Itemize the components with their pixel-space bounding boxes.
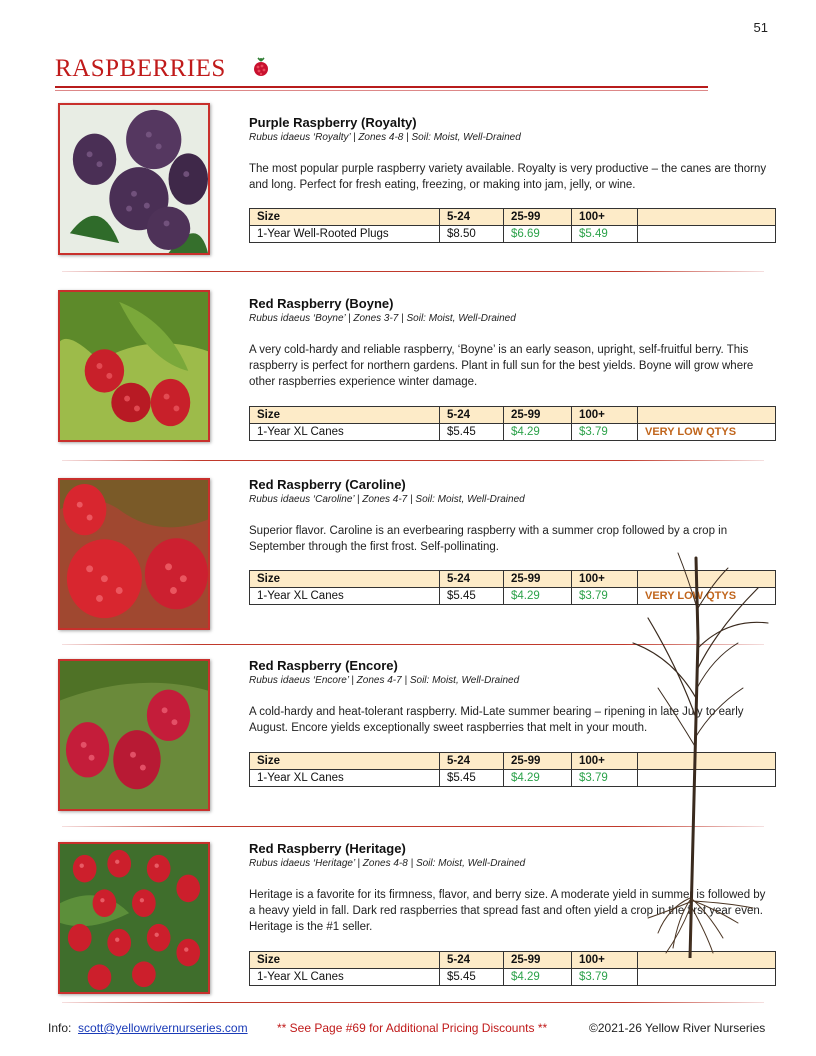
price-table-header-row	[250, 407, 776, 424]
col-size: Size	[250, 209, 440, 226]
price-25-99: $4.29	[504, 424, 572, 441]
pricing-discount-note: ** See Page #69 for Additional Pricing Discounts **	[277, 1021, 548, 1035]
product-name: Red Raspberry (Caroline)	[249, 477, 406, 492]
size-cell: 1-Year XL Canes	[250, 969, 440, 986]
stock-note	[638, 969, 776, 986]
stock-note: VERY LOW QTYS	[638, 424, 776, 441]
col-note	[638, 571, 776, 588]
product-description: Superior flavor. Caroline is an everbearing raspberry with a summer crop followed by a crop in September through the first frost. Self-pollinating.	[249, 525, 728, 553]
col-5-24: 5-24	[440, 209, 504, 226]
page-title: RASPBERRIES	[55, 55, 226, 82]
section-divider	[62, 644, 764, 645]
col-25-99: 25-99	[504, 753, 572, 770]
price-table-caroline	[249, 570, 776, 605]
product-name: Red Raspberry (Heritage)	[249, 841, 406, 856]
col-25-99: 25-99	[504, 209, 572, 226]
product-name: Red Raspberry (Boyne)	[249, 296, 394, 311]
col-size: Size	[250, 407, 440, 424]
col-100-plus: 100+	[572, 753, 638, 770]
footer-info-label: Info:	[48, 1021, 72, 1035]
col-size: Size	[250, 753, 440, 770]
product-description: A cold-hardy and heat-tolerant raspberry. Mid-Late summer bearing – ripening in late July to early August. Encore yields exceptionally sweet raspberries that melt in your mouth.	[249, 706, 744, 734]
price-5-24: $5.45	[440, 588, 504, 605]
col-25-99: 25-99	[504, 571, 572, 588]
price-5-24: $5.45	[440, 770, 504, 787]
price-25-99: $4.29	[504, 969, 572, 986]
product-description: Heritage is a favorite for its firmness, flavor, and berry size. A moderate yield in summer is followed by a heavy yield in fall. Dark red raspberries that spread fast and often yield a crop in the first year even. Heritage is the #1 seller.	[249, 889, 766, 933]
price-25-99: $6.69	[504, 226, 572, 243]
header-rule-thin	[55, 90, 708, 91]
price-table-encore	[249, 752, 776, 787]
header-rule	[55, 86, 708, 88]
stock-note	[638, 226, 776, 243]
page-number: 51	[753, 20, 768, 35]
price-row	[250, 588, 776, 605]
price-100-plus: $3.79	[572, 969, 638, 986]
footer-info	[48, 1021, 248, 1035]
price-row	[250, 424, 776, 441]
price-25-99: $4.29	[504, 588, 572, 605]
size-cell: 1-Year XL Canes	[250, 588, 440, 605]
col-100-plus: 100+	[572, 571, 638, 588]
product-botanical: Rubus idaeus ‘Caroline’ | Zones 4-7 | Soil: Moist, Well-Drained	[249, 494, 525, 505]
price-5-24: $5.45	[440, 969, 504, 986]
size-cell: 1-Year Well-Rooted Plugs	[250, 226, 440, 243]
stock-note: VERY LOW QTYS	[638, 588, 776, 605]
price-100-plus: $3.79	[572, 424, 638, 441]
price-table-boyne	[249, 406, 776, 441]
size-cell: 1-Year XL Canes	[250, 770, 440, 787]
product-photo-boyne	[58, 290, 210, 442]
product-photo-encore	[58, 659, 210, 811]
copyright: ©2021-26 Yellow River Nurseries	[589, 1021, 766, 1035]
col-note	[638, 753, 776, 770]
product-photo-royalty	[58, 103, 210, 255]
product-name: Red Raspberry (Encore)	[249, 658, 398, 673]
price-100-plus: $3.79	[572, 588, 638, 605]
col-5-24: 5-24	[440, 952, 504, 969]
col-100-plus: 100+	[572, 952, 638, 969]
price-table-royalty	[249, 208, 776, 243]
col-note	[638, 407, 776, 424]
price-table-header-row	[250, 952, 776, 969]
size-cell: 1-Year XL Canes	[250, 424, 440, 441]
col-5-24: 5-24	[440, 571, 504, 588]
price-100-plus: $5.49	[572, 226, 638, 243]
section-divider	[62, 1002, 764, 1003]
product-name: Purple Raspberry (Royalty)	[249, 115, 417, 130]
price-table-header-row	[250, 753, 776, 770]
price-table-header-row	[250, 571, 776, 588]
product-botanical: Rubus idaeus ‘Boyne’ | Zones 3-7 | Soil: Moist, Well-Drained	[249, 313, 516, 324]
email-link[interactable]: scott@yellowrivernurseries.com	[78, 1021, 248, 1035]
section-divider	[62, 826, 764, 827]
price-row	[250, 969, 776, 986]
product-photo-caroline	[58, 478, 210, 630]
price-5-24: $5.45	[440, 424, 504, 441]
section-divider	[62, 460, 764, 461]
col-note	[638, 209, 776, 226]
price-25-99: $4.29	[504, 770, 572, 787]
price-100-plus: $3.79	[572, 770, 638, 787]
product-photo-heritage	[58, 842, 210, 994]
col-100-plus: 100+	[572, 209, 638, 226]
col-5-24: 5-24	[440, 407, 504, 424]
col-25-99: 25-99	[504, 952, 572, 969]
col-size: Size	[250, 571, 440, 588]
product-description: The most popular purple raspberry variety available. Royalty is very productive – the canes are thorny and long. Perfect for fresh eating, freezing, or making into jam, jelly, or wine.	[249, 163, 767, 191]
product-botanical: Rubus idaeus ‘Heritage’ | Zones 4-8 | Soil: Moist, Well-Drained	[249, 858, 526, 869]
col-note	[638, 952, 776, 969]
col-25-99: 25-99	[504, 407, 572, 424]
price-table-header-row	[250, 209, 776, 226]
col-100-plus: 100+	[572, 407, 638, 424]
product-botanical: Rubus idaeus ‘Encore’ | Zones 4-7 | Soil: Moist, Well-Drained	[249, 675, 520, 686]
col-5-24: 5-24	[440, 753, 504, 770]
product-botanical: Rubus idaeus ‘Royalty’ | Zones 4-8 | Soil: Moist, Well-Drained	[249, 132, 521, 143]
col-size: Size	[250, 952, 440, 969]
price-row	[250, 770, 776, 787]
raspberry-icon	[251, 57, 271, 77]
stock-note	[638, 770, 776, 787]
price-table-heritage	[249, 951, 776, 986]
price-5-24: $8.50	[440, 226, 504, 243]
price-row	[250, 226, 776, 243]
section-divider	[62, 271, 764, 272]
product-description: A very cold-hardy and reliable raspberry, ‘Boyne’ is an early season, upright, self-fruitful berry. This raspberry is perfect for northern gardens. Plant in full sun for the best yields. Boyne will grow where other raspberries experience winter damage.	[249, 344, 754, 388]
